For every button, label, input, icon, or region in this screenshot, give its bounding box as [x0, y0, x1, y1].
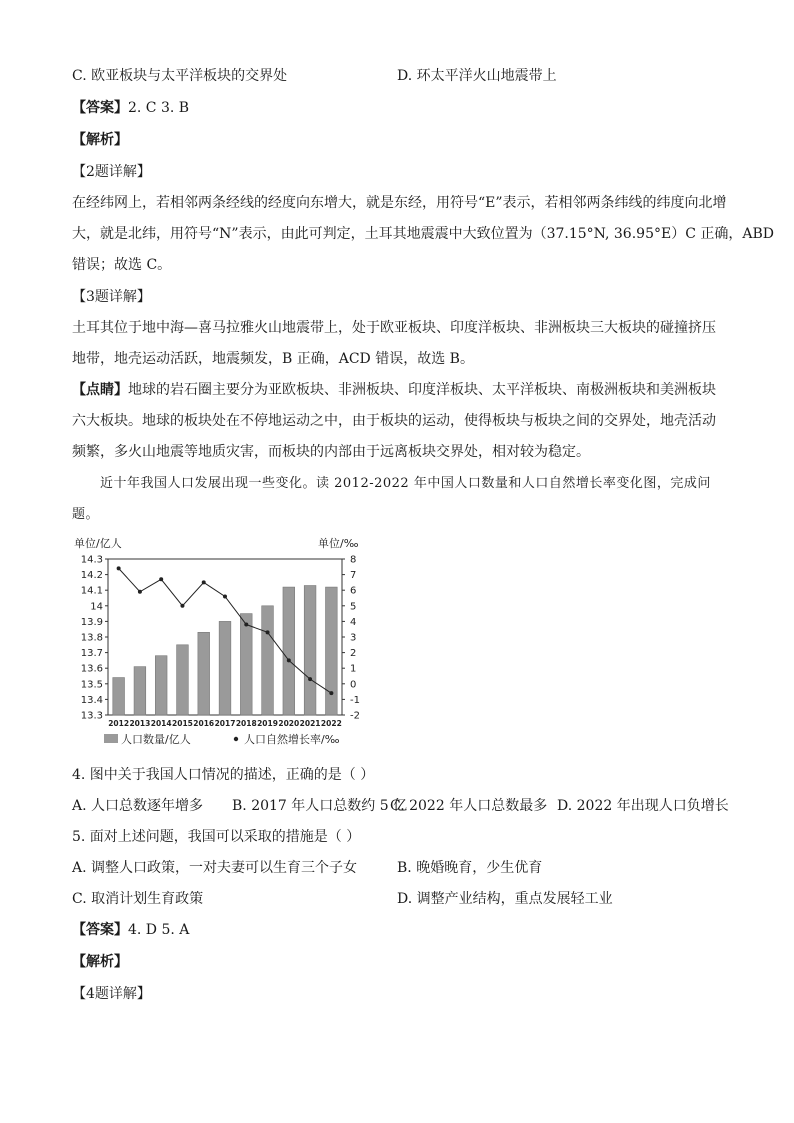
- answer-text: 2. C 3. B: [128, 100, 190, 116]
- q4-heading: 【4题详解】: [72, 986, 151, 1002]
- analysis-label-2: 【解析】: [72, 954, 128, 970]
- year-tick-label: 2018: [235, 719, 257, 728]
- q3-line-2: 地带，地壳运动活跃，地震频发，B 正确，ACD 错误，故选 B。: [72, 351, 474, 367]
- population-bar: [240, 614, 252, 715]
- left-axis-unit: 单位/亿人: [74, 537, 122, 550]
- population-bar: [177, 645, 189, 715]
- year-tick-label: 2015: [172, 719, 193, 728]
- year-tick-label: 2016: [193, 719, 215, 728]
- right-tick-label: 5: [350, 601, 357, 613]
- year-tick-label: 2012: [108, 719, 130, 728]
- year-tick-label: 2020: [278, 719, 300, 728]
- q5-option-d[interactable]: D. 调整产业结构，重点发展轻工业: [397, 891, 613, 907]
- right-tick-label: 0: [350, 679, 357, 691]
- year-tick-label: 2019: [257, 719, 278, 728]
- q4-option-c[interactable]: C. 2022 年人口总数最多: [390, 798, 548, 814]
- tips-line-1: [72, 380, 716, 400]
- q5-option-c[interactable]: C. 取消计划生育政策: [72, 891, 204, 907]
- year-tick-label: 2013: [129, 719, 151, 728]
- growth-rate-point: [287, 658, 291, 662]
- left-tick-label: 14.1: [80, 585, 103, 597]
- growth-rate-point: [223, 594, 227, 598]
- answer-line-1: [72, 98, 189, 118]
- option-c-prev: C. 欧亚板块与太平洋板块的交界处: [72, 68, 288, 84]
- tips-line-3: 频繁，多火山地震等地质灾害，而板块的内部由于远离板块交界处，相对较为稳定。: [72, 444, 590, 460]
- q4-option-b[interactable]: B. 2017 年人口总数约 5 亿: [232, 798, 408, 814]
- right-tick-label: 2: [350, 648, 357, 660]
- answer-tag-2: 【答案】: [72, 922, 128, 938]
- answer-text-2: 4. D 5. A: [128, 922, 190, 938]
- right-axis-unit: 单位/‰: [318, 537, 359, 550]
- legend-line-label: 人口自然增长率/‰: [244, 733, 340, 746]
- right-tick-label: 3: [350, 632, 357, 644]
- right-tick-label: 7: [350, 570, 357, 582]
- population-chart: [66, 533, 376, 751]
- growth-rate-point: [329, 691, 333, 695]
- growth-rate-point: [180, 604, 184, 608]
- right-tick-label: 6: [350, 585, 357, 597]
- left-tick-label: 14.2: [80, 570, 103, 582]
- tips-text-1: 地球的岩石圈主要分为亚欧板块、非洲板块、印度洋板块、太平洋板块、南极洲板块和美洲板块: [128, 382, 716, 398]
- right-tick-label: 8: [350, 554, 357, 566]
- population-bar: [304, 586, 316, 715]
- growth-rate-point: [266, 630, 270, 634]
- growth-rate-point: [138, 590, 142, 594]
- left-tick-label: 13.7: [80, 648, 103, 660]
- population-bar: [219, 621, 231, 715]
- left-tick-label: 14.3: [80, 554, 103, 566]
- q2-line-3: 错误；故选 C。: [72, 257, 172, 273]
- option-d-prev: D. 环太平洋火山地震带上: [397, 68, 557, 84]
- year-tick-label: 2014: [150, 719, 172, 728]
- year-tick-label: 2017: [214, 719, 236, 728]
- right-tick-label: -2: [350, 710, 360, 722]
- left-tick-label: 13.3: [80, 710, 103, 722]
- q2-heading: 【2题详解】: [72, 164, 151, 180]
- q4-option-d[interactable]: D. 2022 年出现人口负增长: [557, 798, 729, 814]
- left-tick-label: 13.6: [80, 663, 103, 675]
- year-tick-label: 2021: [299, 719, 321, 728]
- q3-line-1: 土耳其位于地中海—喜马拉雅火山地震带上，处于欧亚板块、印度洋板块、非洲板块三大板块的碰撞挤压: [72, 320, 716, 336]
- q2-line-2: 大，就是北纬，用符号“N”表示，由此可判定，土耳其地震震中大致位置为（37.15°N, 36.95°E）C 正确，ABD: [72, 226, 774, 242]
- growth-rate-point: [202, 580, 206, 584]
- intro-line-1: 近十年我国人口发展出现一些变化。读 2012-2022 年中国人口数量和人口自然增长率变化图，完成问: [100, 476, 711, 491]
- answer-tag: 【答案】: [72, 100, 128, 116]
- tips-line-2: 六大板块。地球的板块处在不停地运动之中，由于板块的运动，使得板块与板块之间的交界处，地壳活动: [72, 413, 716, 429]
- intro-line-2: 题。: [72, 507, 100, 522]
- growth-rate-point: [159, 577, 163, 581]
- legend-line-marker: [234, 737, 238, 741]
- q2-line-1: 在经纬网上，若相邻两条经线的经度向东增大，就是东经，用符号“E”表示，若相邻两条纬线的纬度向北增: [72, 195, 727, 211]
- year-tick-label: 2022: [320, 719, 342, 728]
- left-tick-label: 13.8: [80, 632, 103, 644]
- q5-stem: 5. 面对上述问题，我国可以采取的措施是（ ）: [72, 829, 361, 845]
- analysis-label-1: 【解析】: [72, 132, 128, 148]
- growth-rate-point: [244, 623, 248, 627]
- population-bar: [134, 667, 146, 715]
- q5-option-b[interactable]: B. 晚婚晚育，少生优育: [397, 860, 543, 876]
- tips-tag: 【点睛】: [72, 382, 128, 398]
- growth-rate-point: [308, 677, 312, 681]
- population-bar: [198, 632, 210, 715]
- left-tick-label: 14: [90, 601, 103, 613]
- legend-bar-swatch: [104, 734, 118, 743]
- left-tick-label: 13.9: [80, 616, 103, 628]
- growth-rate-point: [117, 566, 121, 570]
- population-bar: [283, 587, 295, 715]
- right-tick-label: 1: [350, 663, 357, 675]
- right-tick-label: 4: [350, 616, 357, 628]
- q4-option-a[interactable]: A. 人口总数逐年增多: [72, 798, 204, 814]
- left-tick-label: 13.5: [80, 679, 103, 691]
- population-bar: [262, 606, 274, 715]
- population-bar: [155, 656, 167, 715]
- population-bar: [326, 587, 338, 715]
- population-bar: [113, 678, 125, 715]
- q4-stem: 4. 图中关于我国人口情况的描述，正确的是（ ）: [72, 767, 375, 783]
- legend-bar-label: 人口数量/亿人: [121, 733, 191, 746]
- q5-option-a[interactable]: A. 调整人口政策，一对夫妻可以生育三个子女: [72, 860, 358, 876]
- answer-line-2: [72, 920, 189, 940]
- left-tick-label: 13.4: [80, 694, 103, 706]
- right-tick-label: -1: [350, 694, 360, 706]
- q3-heading: 【3题详解】: [72, 289, 151, 305]
